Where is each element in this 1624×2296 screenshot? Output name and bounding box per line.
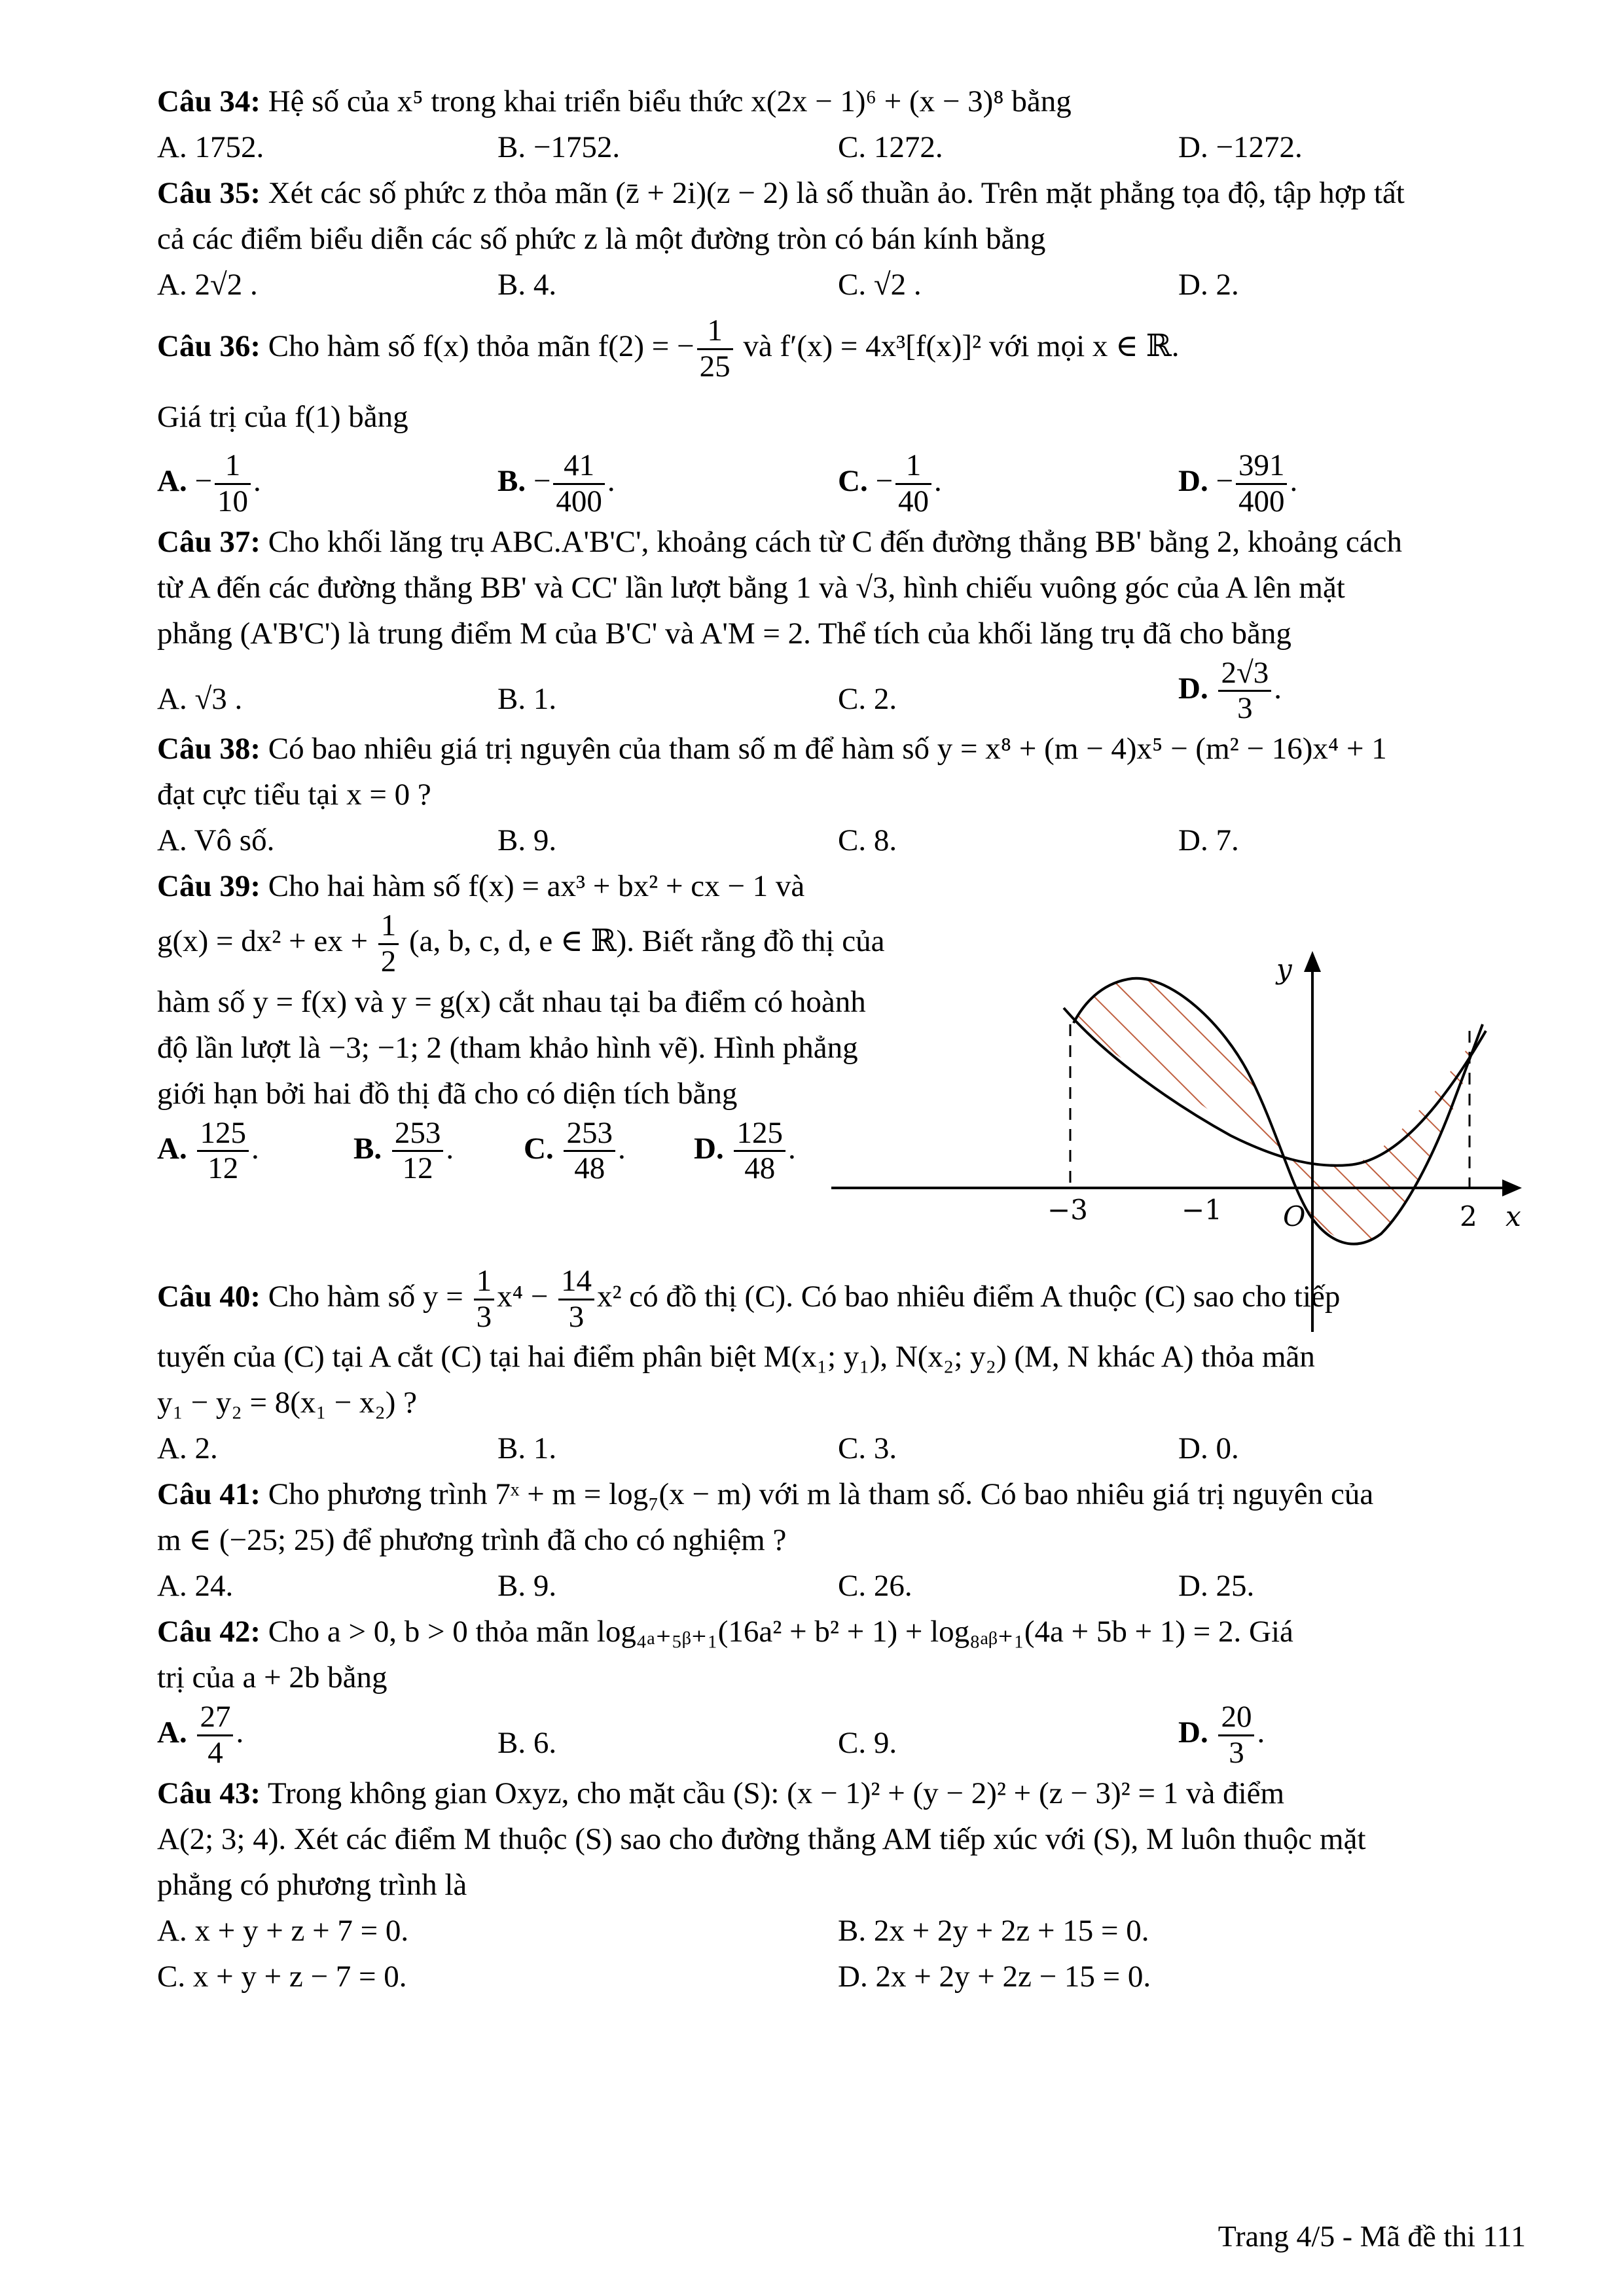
q35-option-a[interactable]: A. 2√2 . <box>157 268 258 302</box>
q40-option-a[interactable]: A. 2. <box>157 1431 218 1466</box>
question-35-line2: cả các điểm biểu diễn các số phức z là một đường tròn có bán kính bằng <box>157 222 1046 256</box>
q39-option-a[interactable]: A. $\frac{125}{12}$ . <box>157 1115 259 1186</box>
question-40: Câu 40: Cho hàm số y = $\frac{1}{3}$ x⁴ − $\frac{14}{3}$ x² có đồ thị (C). Có bao nhiêu điểm A thuộc (C) sao cho tiếp <box>157 1263 1341 1334</box>
question-36: Câu 36: Cho hàm số f(x) thỏa mãn f(2) = − $\frac{1}{25}$ và f′(x) = 4x³[f(x)]² với mọi x ∈ ℝ. <box>157 314 1180 384</box>
q43-options-row1 <box>157 1908 1525 1954</box>
question-42: Câu 42: Cho a > 0, b > 0 thỏa mãn log₄ₐ₊₅ᵦ₊₁(16a² + b² + 1) + log₈ₐᵦ₊₁(4a + 5b + 1) = 2. Giá <box>157 1615 1293 1649</box>
tick-minus3: −3 <box>1047 1194 1088 1226</box>
q42-options <box>157 1700 1525 1770</box>
question-37: Câu 37: Cho khối lăng trụ ABC.A'B'C', khoảng cách từ C đến đường thẳng BB' bằng 2, khoảng cách <box>157 524 1403 559</box>
q38-option-b[interactable]: B. 9. <box>497 823 557 858</box>
q43-option-d[interactable]: D. 2x + 2y + 2z − 15 = 0. <box>838 1959 1151 1994</box>
page-footer: Trang 4/5 - Mã đề thi 111 <box>1218 2219 1526 2253</box>
question-43-line3: phẳng có phương trình là <box>157 1867 467 1902</box>
q41-option-d[interactable]: D. 25. <box>1178 1569 1255 1604</box>
question-42-line2: trị của a + 2b bằng <box>157 1660 388 1695</box>
question-35: Câu 35: Xét các số phức z thỏa mãn (z̄ + 2i)(z − 2) là số thuần ảo. Trên mặt phẳng tọa độ, tập hợp tất <box>157 176 1405 210</box>
question-41-line2: m ∈ (−25; 25) để phương trình đã cho có nghiệm ? <box>157 1523 787 1558</box>
q39-graph <box>831 946 1525 1332</box>
question-37-line3: phẳng (A'B'C') là trung điểm M của B'C' và A'M = 2. Thể tích của khối lăng trụ đã cho bằng <box>157 616 1291 651</box>
q41-option-b[interactable]: B. 9. <box>497 1569 557 1604</box>
question-34: Câu 34: Hệ số của x⁵ trong khai triển biểu thức x(2x − 1)⁶ + (x − 3)⁸ bằng <box>157 84 1072 118</box>
q36-fraction: $\frac{1}{25}$ <box>697 314 733 384</box>
q37-option-b[interactable]: B. 1. <box>497 681 557 716</box>
q35-options <box>157 262 1525 308</box>
q38-option-d[interactable]: D. 7. <box>1178 823 1239 858</box>
q37-option-a[interactable]: A. √3 . <box>157 681 243 716</box>
q39-option-b[interactable]: B. $\frac{253}{12}$ . <box>353 1115 454 1186</box>
q40-option-c[interactable]: C. 3. <box>838 1431 897 1466</box>
question-40-line2: tuyến của (C) tại A cắt (C) tại hai điểm phân biệt M(x₁; y₁), N(x₂; y₂) (M, N khác A) thỏa mãn <box>157 1340 1315 1374</box>
q36-option-d[interactable]: D. − $\frac{391}{400}$ . <box>1178 448 1298 519</box>
y-axis-label: y <box>1276 953 1292 985</box>
q36-options <box>157 449 1525 518</box>
q37-option-d[interactable]: D. $\frac{2√3}{3}$ . <box>1178 655 1282 726</box>
q36-option-a[interactable]: A. − $\frac{1}{10}$ . <box>157 448 261 519</box>
question-37-line2: từ A đến các đường thẳng BB' và CC' lần lượt bằng 1 và √3, hình chiếu vuông góc của A lên mặt <box>157 570 1345 605</box>
question-43: Câu 43: Trong không gian Oxyz, cho mặt cầu (S): (x − 1)² + (y − 2)² + (z − 3)² = 1 và điểm <box>157 1776 1285 1810</box>
q41-options <box>157 1563 1525 1609</box>
q41-option-c[interactable]: C. 26. <box>838 1569 912 1604</box>
q38-option-c[interactable]: C. 8. <box>838 823 897 858</box>
tick-minus1: −1 <box>1182 1194 1222 1226</box>
q40-option-d[interactable]: D. 0. <box>1178 1431 1239 1466</box>
q43-option-a[interactable]: A. x + y + z + 7 = 0. <box>157 1913 409 1948</box>
question-39: Câu 39: Cho hai hàm số f(x) = ax³ + bx² + cx − 1 và g(x) = dx² + ex + $\frac{1}{2}$ (a, b, c, d, e ∈ ℝ). Biết rằng đồ thị của hàm số y = f(x) và y = g(x) cắt nhau tại ba điểm có hoành độ lần lượt là −3; −1; 2 (tham khảo hình vẽ). Hình phẳng giới hạn bởi hai đồ thị đã cho có diện tích bằng A. $\frac{125}{12}$ . B. $\frac{253}{12}$ . C. $\frac{253}{48}$ . D. $\frac{125}{48}$ . <box>157 863 1525 1186</box>
q35-option-b[interactable]: B. 4. <box>497 268 557 302</box>
q36-option-c[interactable]: C. − $\frac{1}{40}$ . <box>838 448 942 519</box>
q34-options <box>157 124 1525 170</box>
q40-option-b[interactable]: B. 1. <box>497 1431 557 1466</box>
question-40-line3: y₁ − y₂ = 8(x₁ − x₂) ? <box>157 1386 417 1420</box>
q35-option-c[interactable]: C. √2 . <box>838 268 922 302</box>
origin-label: O <box>1283 1200 1306 1232</box>
q43-option-b[interactable]: B. 2x + 2y + 2z + 15 = 0. <box>838 1913 1149 1948</box>
shaded-region-left <box>1074 978 1283 1155</box>
q37-option-c[interactable]: C. 2. <box>838 681 897 716</box>
q34-option-a[interactable]: A. 1752. <box>157 130 264 164</box>
x-axis-label: x <box>1506 1200 1521 1232</box>
q43-option-c[interactable]: C. x + y + z − 7 = 0. <box>157 1959 407 1994</box>
question-38: Câu 38: Có bao nhiêu giá trị nguyên của tham số m để hàm số y = x⁸ + (m − 4)x⁵ − (m² − 16)x⁴ + 1 <box>157 732 1387 766</box>
q36-option-b[interactable]: B. − $\frac{41}{400}$ . <box>497 448 615 519</box>
q38-option-a[interactable]: A. Vô số. <box>157 823 275 858</box>
q38-options <box>157 817 1525 863</box>
question-38-line2: đạt cực tiểu tại x = 0 ? <box>157 778 431 812</box>
q34-option-b[interactable]: B. −1752. <box>497 130 621 164</box>
q37-options <box>157 656 1525 726</box>
q34-option-c[interactable]: C. 1272. <box>838 130 943 164</box>
question-41: Câu 41: Cho phương trình 7ˣ + m = log₇(x − m) với m là tham số. Có bao nhiêu giá trị nguyên của <box>157 1477 1374 1512</box>
y-axis-arrow <box>1304 951 1321 972</box>
x-axis-arrow <box>1502 1179 1522 1196</box>
q42-option-a[interactable]: A. $\frac{27}{4}$ . <box>157 1700 244 1770</box>
q40-options <box>157 1426 1525 1471</box>
q42-option-b[interactable]: B. 6. <box>497 1726 557 1761</box>
q41-option-a[interactable]: A. 24. <box>157 1569 234 1604</box>
q42-option-d[interactable]: D. $\frac{20}{3}$ . <box>1178 1700 1265 1770</box>
q42-option-c[interactable]: C. 9. <box>838 1726 897 1761</box>
q43-options-row2 <box>157 1954 1525 2000</box>
q34-option-d[interactable]: D. −1272. <box>1178 130 1303 164</box>
q39-option-c[interactable]: C. $\frac{253}{48}$ . <box>524 1115 626 1186</box>
question-36-line2: Giá trị của f(1) bằng <box>157 400 408 435</box>
q39-option-d[interactable]: D. $\frac{125}{48}$ . <box>694 1115 796 1186</box>
q35-option-d[interactable]: D. 2. <box>1178 268 1239 302</box>
question-43-line2: A(2; 3; 4). Xét các điểm M thuộc (S) sao cho đường thẳng AM tiếp xúc với (S), M luôn thuộc mặt <box>157 1821 1366 1856</box>
tick-2: 2 <box>1460 1200 1477 1232</box>
